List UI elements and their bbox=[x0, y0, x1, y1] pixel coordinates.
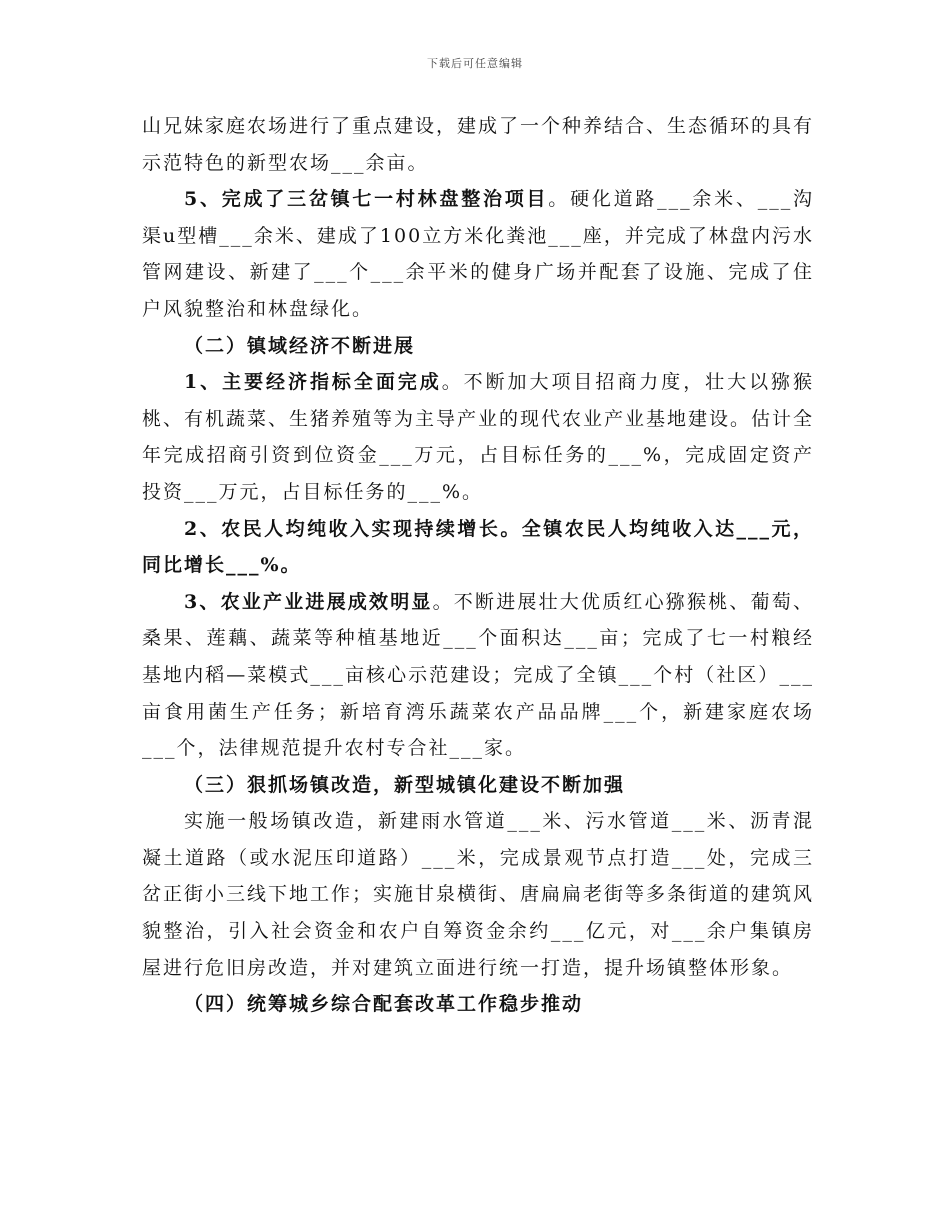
section-heading-3: （三）狠抓场镇改造，新型城镇化建设不断加强 bbox=[184, 773, 626, 796]
page-header: 下载后可任意编辑 bbox=[427, 57, 523, 70]
item-5-heading: 5、完成了三岔镇七一村林盘整治项目 bbox=[184, 188, 549, 211]
item-5-text: 。硬化道路___余米、___沟渠u型槽___余米、建成了100立方米化粪池___座，并完成了林盘内污水管网建设、新建了___个___余平米的健身广场并配套了设施、完成了住户风貌整治和林盘绿化。 bbox=[142, 188, 814, 320]
section-heading-4: （四）统筹城乡综合配套改革工作稳步推动 bbox=[184, 993, 584, 1016]
economy-3-text: 。不断进展壮大优质红心猕猴桃、葡萄、桑果、莲藕、蔬菜等种植基地近___个面积达___亩；完成了七一村粮经基地内稻—菜模式___亩核心示范建设；完成了全镇___个村（社区）___亩食用菌生产任务；新培育湾乐蔬菜农产品品牌___个，新建家庭农场___个，法律规范提升农村专合社___家。 bbox=[142, 590, 814, 760]
document-body bbox=[142, 108, 814, 1023]
paragraph-town-renovation: 实施一般场镇改造，新建雨水管道___米、污水管道___米、沥青混凝土道路（或水泥压印道路）___米，完成景观节点打造___处，完成三岔正街小三线下地工作；实施甘泉横街、唐扁扁老街等多条街道的建筑风貌整治，引入社会资金和农户自筹资金余约___亿元，对___余户集镇房屋进行危旧房改造，并对建筑立面进行统一打造，提升场镇整体形象。 bbox=[142, 810, 815, 979]
economy-3-heading: 3、农业产业进展成效明显 bbox=[184, 590, 433, 613]
paragraph-farm: 山兄妹家庭农场进行了重点建设，建成了一个种养结合、生态循环的具有示范特色的新型农场___余亩。 bbox=[142, 115, 815, 174]
economy-1-text: 。不断加大项目招商力度，壮大以猕猴桃、有机蔬菜、生猪养殖等为主导产业的现代农业产业基地建设。估计全年完成招商引资到位资金___万元，占目标任务的___%，完成固定资产投资___万元，占目标任务的___%。 bbox=[142, 371, 815, 503]
section-heading-2: （二）镇域经济不断进展 bbox=[184, 334, 416, 357]
economy-1-heading: 1、主要经济指标全面完成 bbox=[184, 371, 442, 394]
paragraph-economy-3 bbox=[142, 584, 814, 767]
paragraph-item-5 bbox=[142, 181, 814, 327]
paragraph-economy-1 bbox=[142, 364, 814, 510]
paragraph-economy-2: 2、农民人均纯收入实现持续增长。全镇农民人均纯收入达___元，同比增长___%。 bbox=[142, 517, 814, 577]
